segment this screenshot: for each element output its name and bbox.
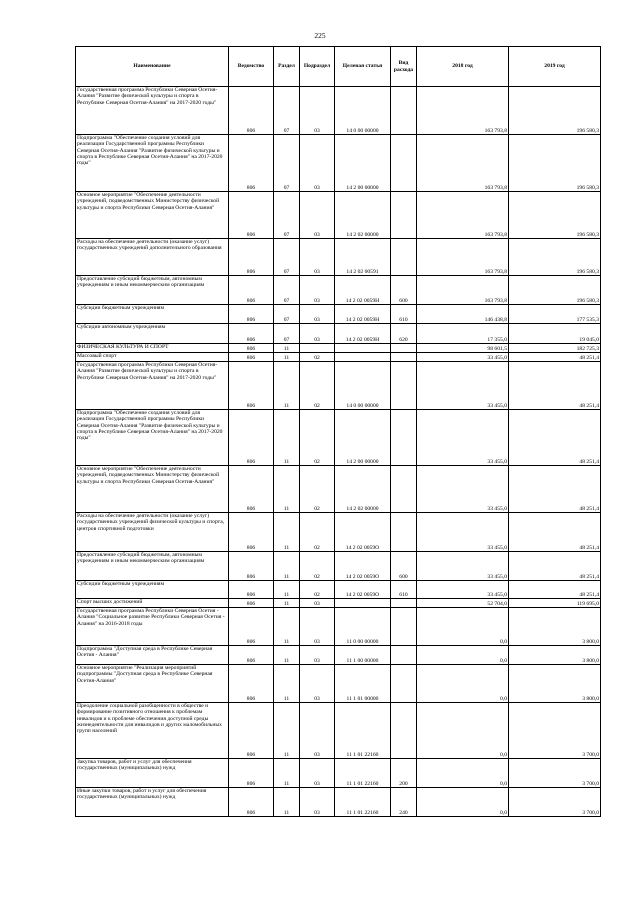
row-name: Основное мероприятие "Обеспечение деятельности учреждений, подведомственных Министерству физической культуры и спорта Республики Северная Осетия-Алания" — [76, 192, 229, 239]
row-amount-2018: 146 438,8 — [417, 305, 509, 324]
row-section: 11 — [274, 581, 300, 599]
row-name: Государственная программа Республики Северная Осетия - Алания "Социальное развитие Республики Северная Осетия - Алания" на 2016-2018 годы — [76, 608, 229, 646]
row-expense-type — [391, 646, 417, 665]
row-amount-2019: 3 700,0 — [509, 703, 601, 759]
row-amount-2018: 98 601,5 — [417, 344, 509, 353]
row-subsection: 03 — [300, 239, 335, 276]
row-target-article: 14 2 02 00000 — [335, 192, 391, 239]
row-expense-type — [391, 608, 417, 646]
row-name: Предоставление субсидий бюджетным, автономным учреждениям и иным некоммерческим организациям — [76, 552, 229, 581]
header-name: Наименование — [76, 47, 229, 87]
row-department: 806 — [229, 353, 274, 362]
row-target-article — [335, 344, 391, 353]
row-name: Закупка товаров, работ и услуг для обеспечения государственных (муниципальных) нужд — [76, 759, 229, 788]
row-target-article: 11 1 01 00000 — [335, 665, 391, 703]
row-amount-2019: 48 251,4 — [509, 466, 601, 513]
row-amount-2018: 33 455,0 — [417, 581, 509, 599]
row-amount-2019: 196 580,3 — [509, 192, 601, 239]
row-amount-2019: 48 251,4 — [509, 552, 601, 581]
page-number: 225 — [314, 31, 326, 40]
row-section: 11 — [274, 599, 300, 608]
row-amount-2018: 163 793,8 — [417, 239, 509, 276]
row-amount-2019: 119 695,0 — [509, 599, 601, 608]
row-subsection: 03 — [300, 646, 335, 665]
row-expense-type: 600 — [391, 552, 417, 581]
row-expense-type — [391, 192, 417, 239]
row-expense-type — [391, 703, 417, 759]
row-subsection: 03 — [300, 599, 335, 608]
row-name: Подпрограмма "Обеспечение создания условий для реализации Государственной программы Республики Северная Осетия-Алания "Развитие физической культуры и спорта в Республике Северная Осетия-Алания" на 2017-2020 годы" — [76, 135, 229, 192]
row-name: Иные закупки товаров, работ и услуг для обеспечения государственных (муниципальных) нужд — [76, 788, 229, 817]
row-amount-2019: 3 700,0 — [509, 759, 601, 788]
table-row — [76, 703, 601, 759]
table-row — [76, 135, 601, 192]
row-section: 07 — [274, 192, 300, 239]
row-amount-2019: 48 251,4 — [509, 581, 601, 599]
row-amount-2018: 33 455,0 — [417, 353, 509, 362]
row-name: Основное мероприятие "Реализация мероприятий подпрограммы "Доступная среда в Республике Северная Осетия-Алания" — [76, 665, 229, 703]
row-amount-2019: 196 580,3 — [509, 87, 601, 135]
row-expense-type — [391, 344, 417, 353]
row-subsection: 03 — [300, 276, 335, 305]
row-amount-2018: 0,0 — [417, 788, 509, 817]
row-target-article: 11 1 01 22160 — [335, 788, 391, 817]
row-amount-2018: 163 793,8 — [417, 192, 509, 239]
row-section: 11 — [274, 353, 300, 362]
row-subsection: 03 — [300, 135, 335, 192]
row-subsection: 02 — [300, 362, 335, 410]
row-section: 11 — [274, 788, 300, 817]
row-name: ФИЗИЧЕСКАЯ КУЛЬТУРА И СПОРТ — [76, 344, 229, 353]
row-amount-2019: 19 045,0 — [509, 324, 601, 344]
row-department: 806 — [229, 192, 274, 239]
table-row — [76, 665, 601, 703]
row-target-article: 14 2 00 00000 — [335, 135, 391, 192]
row-subsection: 03 — [300, 192, 335, 239]
row-amount-2019: 3 800,0 — [509, 608, 601, 646]
row-name: Расходы на обеспечение деятельности (оказание услуг) государственных учреждений дополнительного образования — [76, 239, 229, 276]
row-department: 806 — [229, 703, 274, 759]
row-amount-2018: 33 455,0 — [417, 362, 509, 410]
row-subsection: 02 — [300, 466, 335, 513]
row-department: 806 — [229, 759, 274, 788]
row-expense-type: 600 — [391, 276, 417, 305]
row-amount-2019: 182 725,3 — [509, 344, 601, 353]
row-name: Массовый спорт — [76, 353, 229, 362]
row-subsection: 02 — [300, 410, 335, 466]
row-name: Субсидии автономным учреждениям — [76, 324, 229, 344]
row-target-article: 14 2 00 00000 — [335, 410, 391, 466]
row-name: Основное мероприятие "Обеспечение деятельности учреждений, подведомственных Министерству физической культуры и спорта Республики Северная Осетия-Алания" — [76, 466, 229, 513]
row-subsection: 02 — [300, 353, 335, 362]
table-row — [76, 552, 601, 581]
row-target-article: 14 0 00 00000 — [335, 87, 391, 135]
row-department: 806 — [229, 324, 274, 344]
table-row — [76, 608, 601, 646]
row-section: 11 — [274, 665, 300, 703]
row-department: 806 — [229, 513, 274, 552]
row-target-article: 14 2 02 0059О — [335, 513, 391, 552]
row-amount-2019: 48 251,4 — [509, 410, 601, 466]
row-amount-2018: 17 355,0 — [417, 324, 509, 344]
row-amount-2019: 3 700,0 — [509, 788, 601, 817]
row-expense-type — [391, 466, 417, 513]
row-department: 806 — [229, 466, 274, 513]
row-subsection: 03 — [300, 788, 335, 817]
table-row — [76, 239, 601, 276]
row-amount-2019: 177 535,3 — [509, 305, 601, 324]
row-department: 806 — [229, 239, 274, 276]
row-department: 806 — [229, 646, 274, 665]
row-name: Субсидии бюджетным учреждениям — [76, 305, 229, 324]
row-expense-type — [391, 353, 417, 362]
row-expense-type — [391, 87, 417, 135]
row-section: 11 — [274, 344, 300, 353]
table-row — [76, 362, 601, 410]
row-amount-2019: 3 800,0 — [509, 646, 601, 665]
row-target-article: 14 2 02 0059О — [335, 581, 391, 599]
row-expense-type — [391, 135, 417, 192]
table-row — [76, 513, 601, 552]
row-amount-2018: 0,0 — [417, 703, 509, 759]
row-name: Расходы на обеспечение деятельности (оказание услуг) государственных учреждений физической культуры и спорта, центров спортивной подготовки — [76, 513, 229, 552]
row-department: 806 — [229, 788, 274, 817]
row-section: 11 — [274, 513, 300, 552]
row-department: 806 — [229, 599, 274, 608]
row-section: 07 — [274, 135, 300, 192]
row-name: Государственная программа Республики Северная Осетия-Алания "Развитие физической культуры и спорта в Республике Северная Осетия-Алания" на 2017-2020 годы" — [76, 87, 229, 135]
row-amount-2018: 163 793,8 — [417, 135, 509, 192]
row-section: 07 — [274, 324, 300, 344]
header-subsection: Подраздел — [300, 47, 335, 87]
row-subsection: 03 — [300, 608, 335, 646]
row-amount-2019: 48 251,4 — [509, 353, 601, 362]
table-row — [76, 324, 601, 344]
row-name: Подпрограмма "Обеспечение создания условий для реализации Государственной программы Республики Северная Осетия-Алания "Развитие физической культуры и спорта в Республике Северная Осетия-Алания" на 2017-2020 годы" — [76, 410, 229, 466]
row-expense-type: 610 — [391, 581, 417, 599]
table-row — [76, 599, 601, 608]
row-section: 07 — [274, 276, 300, 305]
row-section: 11 — [274, 608, 300, 646]
row-target-article: 14 2 02 0059Н — [335, 305, 391, 324]
row-section: 11 — [274, 362, 300, 410]
row-target-article: 14 2 02 0059Н — [335, 276, 391, 305]
row-amount-2019: 196 580,3 — [509, 135, 601, 192]
row-amount-2018: 33 455,0 — [417, 552, 509, 581]
table-row — [76, 344, 601, 353]
row-department: 806 — [229, 276, 274, 305]
table-row — [76, 410, 601, 466]
row-name: Предоставление субсидий бюджетным, автономным учреждениям и иным некоммерческим организациям — [76, 276, 229, 305]
row-subsection: 03 — [300, 324, 335, 344]
row-target-article: 11 1 01 22160 — [335, 759, 391, 788]
row-department: 806 — [229, 552, 274, 581]
header-2019: 2019 год — [509, 47, 601, 87]
row-expense-type — [391, 513, 417, 552]
row-section: 07 — [274, 87, 300, 135]
row-department: 806 — [229, 344, 274, 353]
row-expense-type — [391, 665, 417, 703]
row-subsection: 03 — [300, 759, 335, 788]
row-department: 806 — [229, 665, 274, 703]
row-amount-2018: 33 455,0 — [417, 513, 509, 552]
table-row — [76, 353, 601, 362]
header-2018: 2018 год — [417, 47, 509, 87]
row-department: 806 — [229, 410, 274, 466]
table-row — [76, 581, 601, 599]
row-expense-type: 610 — [391, 305, 417, 324]
row-subsection: 02 — [300, 581, 335, 599]
row-target-article — [335, 353, 391, 362]
row-amount-2018: 0,0 — [417, 759, 509, 788]
row-section: 07 — [274, 239, 300, 276]
table-row — [76, 759, 601, 788]
row-target-article — [335, 599, 391, 608]
row-expense-type — [391, 362, 417, 410]
row-target-article: 14 2 02 0059О — [335, 552, 391, 581]
row-department: 806 — [229, 581, 274, 599]
row-target-article: 14 2 02 00000 — [335, 466, 391, 513]
row-amount-2019: 196 580,3 — [509, 276, 601, 305]
table-row — [76, 87, 601, 135]
row-department: 806 — [229, 87, 274, 135]
row-subsection: 03 — [300, 305, 335, 324]
table-row — [76, 466, 601, 513]
row-subsection: 03 — [300, 703, 335, 759]
row-target-article: 14 2 02 0059Н — [335, 324, 391, 344]
row-amount-2018: 163 793,8 — [417, 87, 509, 135]
budget-table — [75, 46, 601, 817]
header-target-article: Целевая статья — [335, 47, 391, 87]
row-name: Спорт высших достижений — [76, 599, 229, 608]
row-section: 11 — [274, 703, 300, 759]
row-amount-2019: 48 251,4 — [509, 362, 601, 410]
row-section: 11 — [274, 466, 300, 513]
row-subsection: 03 — [300, 665, 335, 703]
row-subsection: 02 — [300, 552, 335, 581]
row-subsection — [300, 344, 335, 353]
row-amount-2019: 3 800,0 — [509, 665, 601, 703]
row-name: Преодоление социальной разобщенности в обществе и формирование позитивного отношения к проблемам инвалидов и к проблеме обеспечения доступной среды жизнедеятельности для инвалидов и других маломобильных групп населений — [76, 703, 229, 759]
row-amount-2018: 0,0 — [417, 665, 509, 703]
row-department: 806 — [229, 362, 274, 410]
row-expense-type: 200 — [391, 759, 417, 788]
row-amount-2018: 33 455,0 — [417, 466, 509, 513]
row-amount-2018: 0,0 — [417, 608, 509, 646]
row-amount-2018: 52 704,0 — [417, 599, 509, 608]
table-row — [76, 192, 601, 239]
row-amount-2018: 33 455,0 — [417, 410, 509, 466]
row-amount-2019: 48 251,4 — [509, 513, 601, 552]
table-header-row — [76, 47, 601, 87]
row-expense-type — [391, 410, 417, 466]
row-expense-type — [391, 239, 417, 276]
row-subsection: 03 — [300, 87, 335, 135]
row-name: Подпрограмма "Доступная среда в Республике Северная Осетия - Алания" — [76, 646, 229, 665]
row-section: 11 — [274, 759, 300, 788]
row-target-article: 11 1 01 22160 — [335, 703, 391, 759]
table-row — [76, 646, 601, 665]
row-subsection: 02 — [300, 513, 335, 552]
row-section: 07 — [274, 305, 300, 324]
row-section: 11 — [274, 646, 300, 665]
row-name: Субсидии бюджетным учреждениям — [76, 581, 229, 599]
row-amount-2018: 163 793,8 — [417, 276, 509, 305]
row-target-article: 11 1 00 00000 — [335, 646, 391, 665]
row-target-article: 14 0 00 00000 — [335, 362, 391, 410]
row-expense-type — [391, 599, 417, 608]
row-expense-type: 620 — [391, 324, 417, 344]
row-department: 806 — [229, 135, 274, 192]
row-target-article: 11 0 00 00000 — [335, 608, 391, 646]
row-amount-2018: 0,0 — [417, 646, 509, 665]
table-row — [76, 276, 601, 305]
header-section: Раздел — [274, 47, 300, 87]
row-amount-2019: 196 580,3 — [509, 239, 601, 276]
row-section: 11 — [274, 410, 300, 466]
row-department: 806 — [229, 305, 274, 324]
table-row — [76, 305, 601, 324]
row-target-article: 14 2 02 00591 — [335, 239, 391, 276]
row-department: 806 — [229, 608, 274, 646]
row-name: Государственная программа Республики Северная Осетия-Алания "Развитие физической культуры и спорта в Республике Северная Осетия-Алания" на 2017-2020 годы" — [76, 362, 229, 410]
row-section: 11 — [274, 552, 300, 581]
table-row — [76, 788, 601, 817]
header-department: Ведомство — [229, 47, 274, 87]
header-expense-type: Вид расхода — [391, 47, 417, 87]
row-expense-type: 240 — [391, 788, 417, 817]
